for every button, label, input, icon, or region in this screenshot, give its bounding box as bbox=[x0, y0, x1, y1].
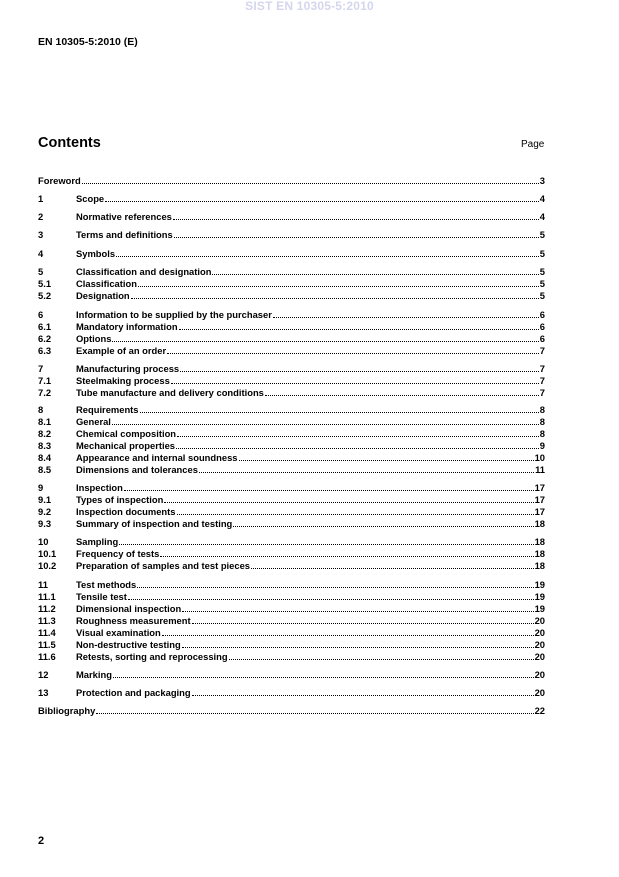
toc-entry-page: 19 bbox=[534, 579, 545, 590]
toc-entry-title: Summary of inspection and testing bbox=[76, 518, 233, 529]
toc-entry[interactable] bbox=[38, 705, 545, 716]
toc-entry-page: 20 bbox=[534, 615, 545, 626]
toc-entry-title: Bibliography bbox=[38, 705, 96, 716]
toc-entry-page: 4 bbox=[539, 193, 545, 204]
toc-entry-page: 18 bbox=[534, 536, 545, 547]
toc-entry-page: 7 bbox=[539, 345, 545, 356]
dot-leader bbox=[82, 173, 539, 184]
toc-entry-number: 4 bbox=[38, 248, 44, 259]
toc-entry[interactable] bbox=[38, 387, 545, 398]
dot-leader bbox=[138, 276, 539, 287]
toc-entry-number: 11.5 bbox=[38, 639, 56, 650]
toc-entry-number: 9 bbox=[38, 482, 44, 493]
toc-entry-number: 5 bbox=[38, 266, 44, 277]
toc-entry-title: Sampling bbox=[76, 536, 119, 547]
toc-entry-title: General bbox=[76, 416, 111, 427]
dot-leader bbox=[192, 685, 534, 696]
toc-entry-page: 20 bbox=[534, 687, 545, 698]
toc-entry-number: 8.4 bbox=[38, 452, 52, 463]
toc-entry-page: 19 bbox=[534, 603, 545, 614]
toc-entry-page: 8 bbox=[539, 416, 545, 427]
dot-leader bbox=[229, 649, 534, 660]
toc-entry-number: 5.1 bbox=[38, 278, 52, 289]
toc-entry-page: 3 bbox=[539, 175, 545, 186]
dot-leader bbox=[273, 307, 539, 318]
toc-entry-title: Options bbox=[76, 333, 112, 344]
dot-leader bbox=[119, 534, 533, 545]
dot-leader bbox=[233, 516, 533, 527]
dot-leader bbox=[164, 492, 533, 503]
page-column-label: Page bbox=[521, 139, 545, 150]
toc-entry-page: 20 bbox=[534, 651, 545, 662]
toc-entry[interactable] bbox=[38, 651, 545, 662]
dot-leader bbox=[112, 414, 539, 425]
dot-leader bbox=[124, 480, 534, 491]
toc-entry[interactable] bbox=[38, 687, 545, 698]
dot-leader bbox=[177, 426, 539, 437]
toc-entry-number: 11.3 bbox=[38, 615, 56, 626]
toc-entry[interactable] bbox=[38, 229, 545, 240]
toc-entry-title: Tensile test bbox=[76, 591, 127, 602]
contents-title: Contents bbox=[38, 135, 101, 151]
toc-entry-number: 13 bbox=[38, 687, 49, 698]
toc-entry-number: 11.6 bbox=[38, 651, 56, 662]
toc-entry-page: 4 bbox=[539, 211, 545, 222]
toc-entry-number: 6 bbox=[38, 309, 44, 320]
dot-leader bbox=[182, 601, 533, 612]
toc-entry-page: 17 bbox=[534, 482, 545, 493]
toc-entry-title: Types of inspection bbox=[76, 494, 164, 505]
dot-leader bbox=[182, 637, 534, 648]
toc-entry-title: Designation bbox=[76, 290, 130, 301]
toc-entry-title: Chemical composition bbox=[76, 428, 177, 439]
toc-entry-page: 18 bbox=[534, 560, 545, 571]
toc-entry[interactable] bbox=[38, 560, 545, 571]
toc-entry-page: 6 bbox=[539, 333, 545, 344]
toc-entry-page: 10 bbox=[534, 452, 545, 463]
toc-entry-number: 11.4 bbox=[38, 627, 56, 638]
toc-entry-page: 20 bbox=[534, 627, 545, 638]
toc-entry-number: 8.2 bbox=[38, 428, 52, 439]
toc-entry-number: 8.5 bbox=[38, 464, 52, 475]
toc-entry-number: 2 bbox=[38, 211, 44, 222]
toc-entry-title: Roughness measurement bbox=[76, 615, 191, 626]
dot-leader bbox=[137, 577, 533, 588]
dot-leader bbox=[199, 462, 534, 473]
toc-entry-number: 9.1 bbox=[38, 494, 52, 505]
toc-entry-page: 22 bbox=[534, 705, 545, 716]
toc-entry-page: 6 bbox=[539, 321, 545, 332]
toc-entry-page: 17 bbox=[534, 494, 545, 505]
toc-entry-title: Marking bbox=[76, 669, 112, 680]
toc-entry-number: 1 bbox=[38, 193, 44, 204]
toc-entry-page: 17 bbox=[534, 506, 545, 517]
document-id: EN 10305-5:2010 (E) bbox=[38, 36, 138, 48]
dot-leader bbox=[174, 227, 539, 238]
toc-entry-number: 9.3 bbox=[38, 518, 52, 529]
toc-entry-number: 6.3 bbox=[38, 345, 52, 356]
toc-entry-page: 20 bbox=[534, 639, 545, 650]
toc-entry-title: Visual examination bbox=[76, 627, 161, 638]
toc-entry-page: 5 bbox=[539, 290, 545, 301]
toc-entry-title: Example of an order bbox=[76, 345, 167, 356]
toc-entry-title: Classification and designation bbox=[76, 266, 212, 277]
toc-entry-title: Mandatory information bbox=[76, 321, 178, 332]
dot-leader bbox=[192, 613, 534, 624]
toc-entry-title: Tube manufacture and delivery conditions bbox=[76, 387, 264, 398]
toc-entry-number: 6.2 bbox=[38, 333, 52, 344]
page-number: 2 bbox=[38, 835, 45, 847]
toc-entry-title: Terms and definitions bbox=[76, 229, 173, 240]
toc-entry-number: 11.1 bbox=[38, 591, 56, 602]
toc-entry-title: Inspection bbox=[76, 482, 123, 493]
toc-entry-page: 5 bbox=[539, 278, 545, 289]
toc-entry-title: Symbols bbox=[76, 248, 116, 259]
toc-entry-page: 18 bbox=[534, 548, 545, 559]
toc-entry-page: 9 bbox=[539, 440, 545, 451]
dot-leader bbox=[176, 438, 539, 449]
toc-entry[interactable] bbox=[38, 248, 545, 259]
toc-entry-number: 8.1 bbox=[38, 416, 52, 427]
dot-leader bbox=[251, 558, 534, 569]
toc-entry-number: 8.3 bbox=[38, 440, 52, 451]
toc-entry[interactable] bbox=[38, 464, 545, 475]
toc-entry-title: Protection and packaging bbox=[76, 687, 191, 698]
toc-entry-number: 5.2 bbox=[38, 290, 52, 301]
toc-entry-page: 6 bbox=[539, 309, 545, 320]
toc-entry-page: 8 bbox=[539, 428, 545, 439]
dot-leader bbox=[116, 246, 539, 257]
toc-entry[interactable] bbox=[38, 211, 545, 222]
toc-entry-number: 7 bbox=[38, 363, 44, 374]
toc-entry-page: 19 bbox=[534, 591, 545, 602]
toc-entry-number: 10 bbox=[38, 536, 49, 547]
dot-leader bbox=[131, 288, 539, 299]
dot-leader bbox=[239, 450, 534, 461]
toc-entry-title: Mechanical properties bbox=[76, 440, 175, 451]
toc-entry-title: Inspection documents bbox=[76, 506, 176, 517]
toc-entry-number: 8 bbox=[38, 404, 44, 415]
toc-entry-number: 3 bbox=[38, 229, 44, 240]
toc-entry-page: 18 bbox=[534, 518, 545, 529]
dot-leader bbox=[177, 504, 534, 515]
dot-leader bbox=[140, 402, 539, 413]
dot-leader bbox=[96, 703, 533, 714]
toc-entry-number: 7.1 bbox=[38, 375, 52, 386]
watermark: SIST EN 10305-5:2010 bbox=[245, 0, 374, 13]
toc-entry[interactable] bbox=[38, 518, 545, 529]
toc-entry-page: 5 bbox=[539, 229, 545, 240]
toc-entry[interactable] bbox=[38, 290, 545, 301]
toc-entry-title: Frequency of tests bbox=[76, 548, 160, 559]
toc-entry-title: Normative references bbox=[76, 211, 172, 222]
toc-entry-page: 7 bbox=[539, 363, 545, 374]
dot-leader bbox=[265, 385, 539, 396]
toc-entry[interactable] bbox=[38, 193, 545, 204]
dot-leader bbox=[180, 361, 539, 372]
toc-entry-number: 11.2 bbox=[38, 603, 56, 614]
toc-entry[interactable] bbox=[38, 175, 545, 186]
toc-entry-title: Dimensions and tolerances bbox=[76, 464, 198, 475]
dot-leader bbox=[105, 191, 539, 202]
toc-entry-number: 11 bbox=[38, 579, 48, 590]
toc-entry[interactable] bbox=[38, 345, 545, 356]
toc-entry[interactable] bbox=[38, 669, 545, 680]
toc-entry-page: 8 bbox=[539, 404, 545, 415]
toc-entry-number: 10.1 bbox=[38, 548, 57, 559]
toc-entry-title: Preparation of samples and test pieces bbox=[76, 560, 251, 571]
toc-entry-title: Steelmaking process bbox=[76, 375, 170, 386]
toc-entry-title: Classification bbox=[76, 278, 137, 289]
toc-entry-title: Manufacturing process bbox=[76, 363, 180, 374]
toc-entry-title: Requirements bbox=[76, 404, 139, 415]
toc-entry-title: Foreword bbox=[38, 175, 81, 186]
toc-entry-page: 11 bbox=[535, 464, 545, 475]
dot-leader bbox=[128, 589, 534, 600]
toc-entry-title: Retests, sorting and reprocessing bbox=[76, 651, 228, 662]
dot-leader bbox=[171, 373, 539, 384]
toc-entry-page: 7 bbox=[539, 387, 545, 398]
toc-entry-title: Appearance and internal soundness bbox=[76, 452, 238, 463]
toc-entry-title: Information to be supplied by the purchaser bbox=[76, 309, 272, 320]
dot-leader bbox=[212, 264, 538, 275]
toc-entry-number: 9.2 bbox=[38, 506, 52, 517]
toc-entry-page: 5 bbox=[539, 248, 545, 259]
dot-leader bbox=[179, 319, 539, 330]
toc-entry-title: Dimensional inspection bbox=[76, 603, 182, 614]
dot-leader bbox=[160, 546, 533, 557]
dot-leader bbox=[162, 625, 534, 636]
toc-entry-number: 6.1 bbox=[38, 321, 52, 332]
toc-entry-title: Scope bbox=[76, 193, 105, 204]
toc-entry-number: 12 bbox=[38, 669, 49, 680]
toc-entry-page: 5 bbox=[539, 266, 545, 277]
dot-leader bbox=[112, 331, 538, 342]
toc-entry-title: Non-destructive testing bbox=[76, 639, 181, 650]
toc-entry-number: 7.2 bbox=[38, 387, 52, 398]
toc-entry-number: 10.2 bbox=[38, 560, 57, 571]
toc-entry-page: 7 bbox=[539, 375, 545, 386]
dot-leader bbox=[173, 209, 539, 220]
toc-entry-page: 20 bbox=[534, 669, 545, 680]
toc-entry-title: Test methods bbox=[76, 579, 137, 590]
dot-leader bbox=[113, 667, 534, 678]
dot-leader bbox=[167, 343, 539, 354]
